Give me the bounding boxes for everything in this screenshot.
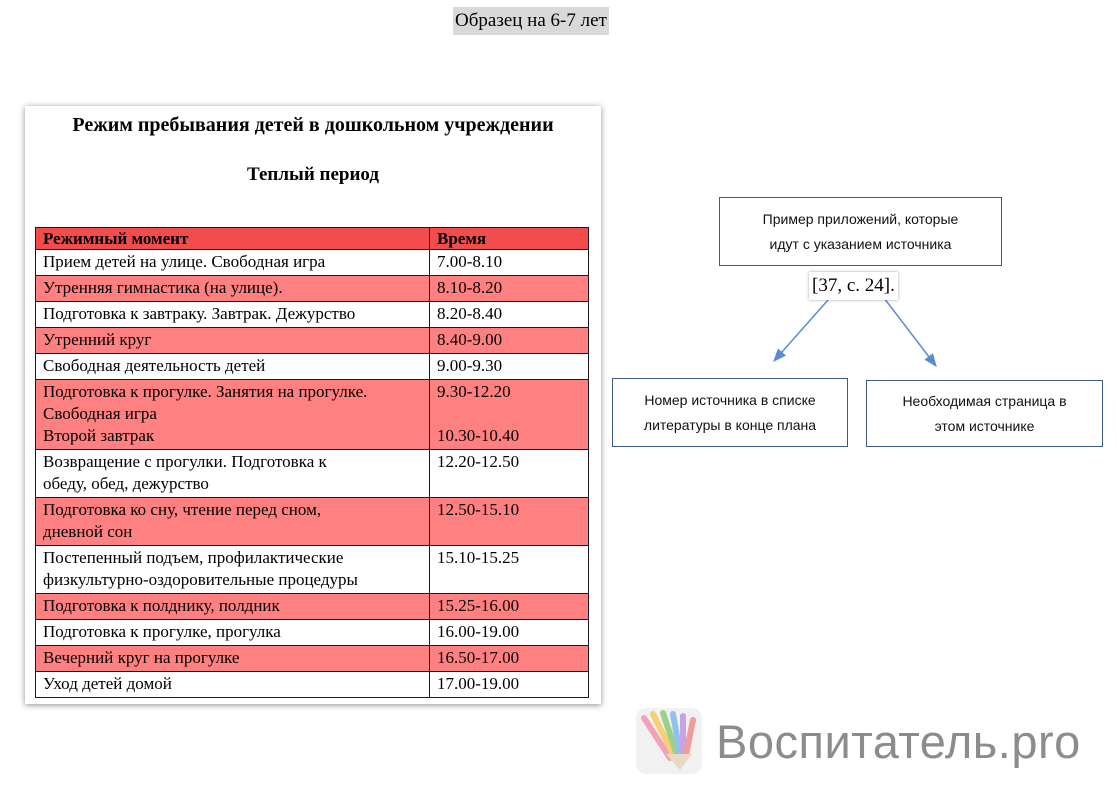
time-text: 9.00-9.30 (437, 356, 503, 375)
activity-text: Утренняя гимнастика (на улице). (43, 278, 283, 297)
diagram-top-box (719, 197, 1002, 266)
time-text: 10.30-10.40 (437, 426, 520, 445)
diagram-top-line-1: Пример приложений, которые (762, 210, 959, 227)
activity-text: дневной сон (43, 522, 133, 541)
activity-text: Подготовка к прогулке, прогулка (43, 622, 281, 641)
diagram-right-box (866, 380, 1103, 447)
activity-text: Подготовка к завтраку. Завтрак. Дежурство (43, 304, 356, 323)
schedule-title: Режим пребывания детей в дошкольном учреждении (72, 114, 554, 136)
time-text: 15.25-16.00 (437, 596, 520, 615)
diagram-right-line-1: Необходимая страница в (902, 392, 1067, 409)
time-text: 12.50-15.10 (437, 500, 520, 519)
activity-text: Свободная деятельность детей (43, 356, 266, 375)
time-text: 8.40-9.00 (437, 330, 503, 349)
time-text: 16.50-17.00 (437, 648, 520, 667)
page-title: Образец на 6-7 лет (453, 7, 609, 35)
activity-text: Подготовка к прогулке. Занятия на прогулке. (43, 382, 368, 401)
activity-text: Уход детей домой (43, 674, 172, 693)
diagram-left-line-2: литературы в конце плана (643, 416, 817, 433)
time-text: 8.20-8.40 (437, 304, 503, 323)
time-text: 16.00-19.00 (437, 622, 520, 641)
activity-text: Возвращение с прогулки. Подготовка к (43, 452, 327, 471)
activity-text: Свободная игра (43, 404, 157, 423)
activity-text: Утренний круг (43, 330, 152, 349)
time-text: 12.20-12.50 (437, 452, 520, 471)
activity-text: Подготовка ко сну, чтение перед сном, (43, 500, 322, 519)
activity-text: обеду, обед, дежурство (43, 474, 209, 493)
activity-text: физкультурно-оздоровительные процедуры (43, 570, 358, 589)
pencils-logo-icon (636, 708, 702, 774)
citation-reference: [37, с. 24]. (809, 272, 898, 300)
time-text: 8.10-8.20 (437, 278, 503, 297)
column-header-time: Время (430, 228, 589, 250)
diagram-left-line-1: Номер источника в списке (644, 391, 816, 408)
arrow-to-right-box (884, 298, 936, 366)
diagram-top-line-2: идут с указанием источника (769, 235, 952, 252)
column-header-activity: Режимный момент (36, 228, 430, 250)
activity-text: Вечерний круг на прогулке (43, 648, 240, 667)
schedule-subtitle: Теплый период (247, 164, 379, 185)
time-text: 17.00-19.00 (437, 674, 520, 693)
activity-text: Подготовка к полднику, полдник (43, 596, 280, 615)
arrow-to-left-box (774, 300, 828, 361)
diagram-right-line-2: этом источнике (934, 417, 1035, 434)
activity-text: Постепенный подъем, профилактические (43, 548, 344, 567)
brand-name: Воспитатель.pro (716, 715, 1081, 768)
diagram-left-box (612, 378, 848, 447)
activity-text: Прием детей на улице. Свободная игра (43, 252, 326, 271)
time-text: 7.00-8.10 (437, 252, 503, 271)
time-text: 15.10-15.25 (437, 548, 520, 567)
activity-text: Второй завтрак (43, 426, 155, 445)
time-text: 9.30-12.20 (437, 382, 511, 401)
